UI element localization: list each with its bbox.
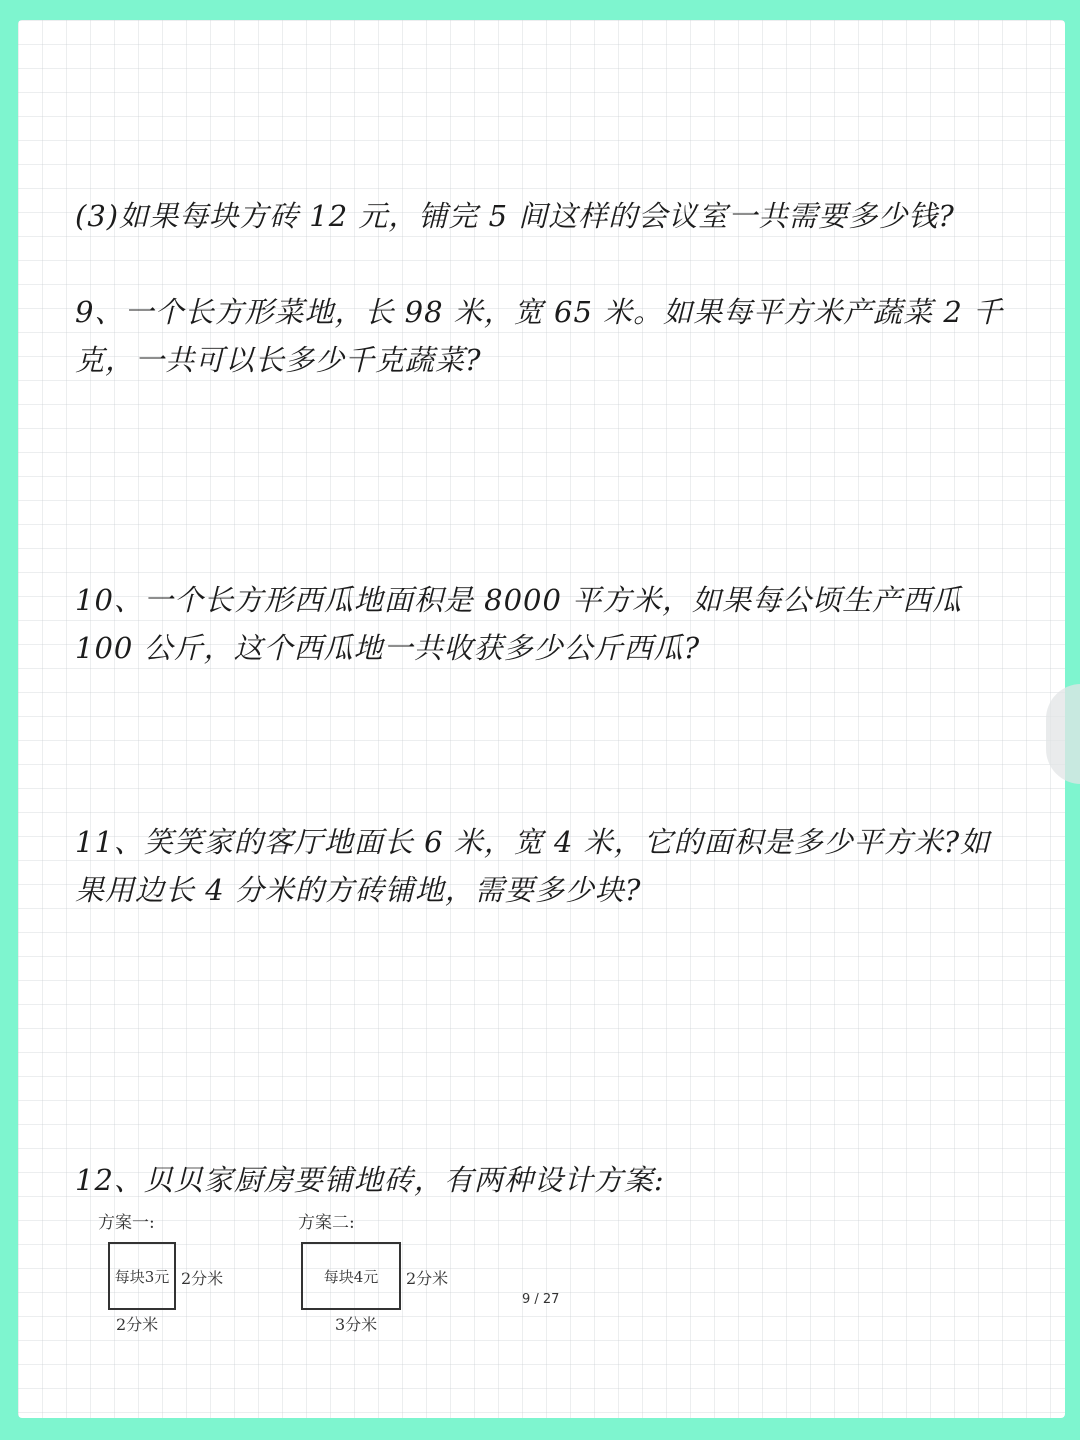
question-11: 11、笑笑家的客厅地面长 6 米，宽 4 米，它的面积是多少平方米?如果用边长 4 分米的方砖铺地，需要多少块? [75,825,991,907]
plan-1-title: 方案一: [98,1213,155,1233]
worksheet-page [18,20,1065,1418]
plan-1-bottom-label: 2分米 [116,1315,159,1334]
plan-1-price: 每块3元 [114,1267,170,1286]
plan-2-tile [301,1242,401,1310]
question-9: 9、一个长方形菜地，长 98 米，宽 65 米。如果每平方米产蔬菜 2 千克，一共可以长多少千克蔬菜? [75,295,1004,377]
question-3-part-3: (3)如果每块方砖 12 元，铺完 5 间这样的会议室一共需要多少钱? [75,199,955,233]
plan-2-bottom-label: 3分米 [335,1315,378,1334]
plan-1-tile [108,1242,176,1310]
question-12: 12、贝贝家厨房要铺地砖，有两种设计方案: [75,1163,665,1197]
plan-2-side-label: 2分米 [406,1269,449,1288]
plan-2-price: 每块4元 [323,1267,379,1286]
plan-2-title: 方案二: [298,1213,355,1233]
question-10: 10、一个长方形西瓜地面积是 8000 平方米，如果每公顷生产西瓜 100 公斤，这个西瓜地一共收获多少公斤西瓜? [75,583,963,665]
plan-1-side-label: 2分米 [181,1269,224,1288]
page-number: 9 / 27 [522,1292,560,1307]
